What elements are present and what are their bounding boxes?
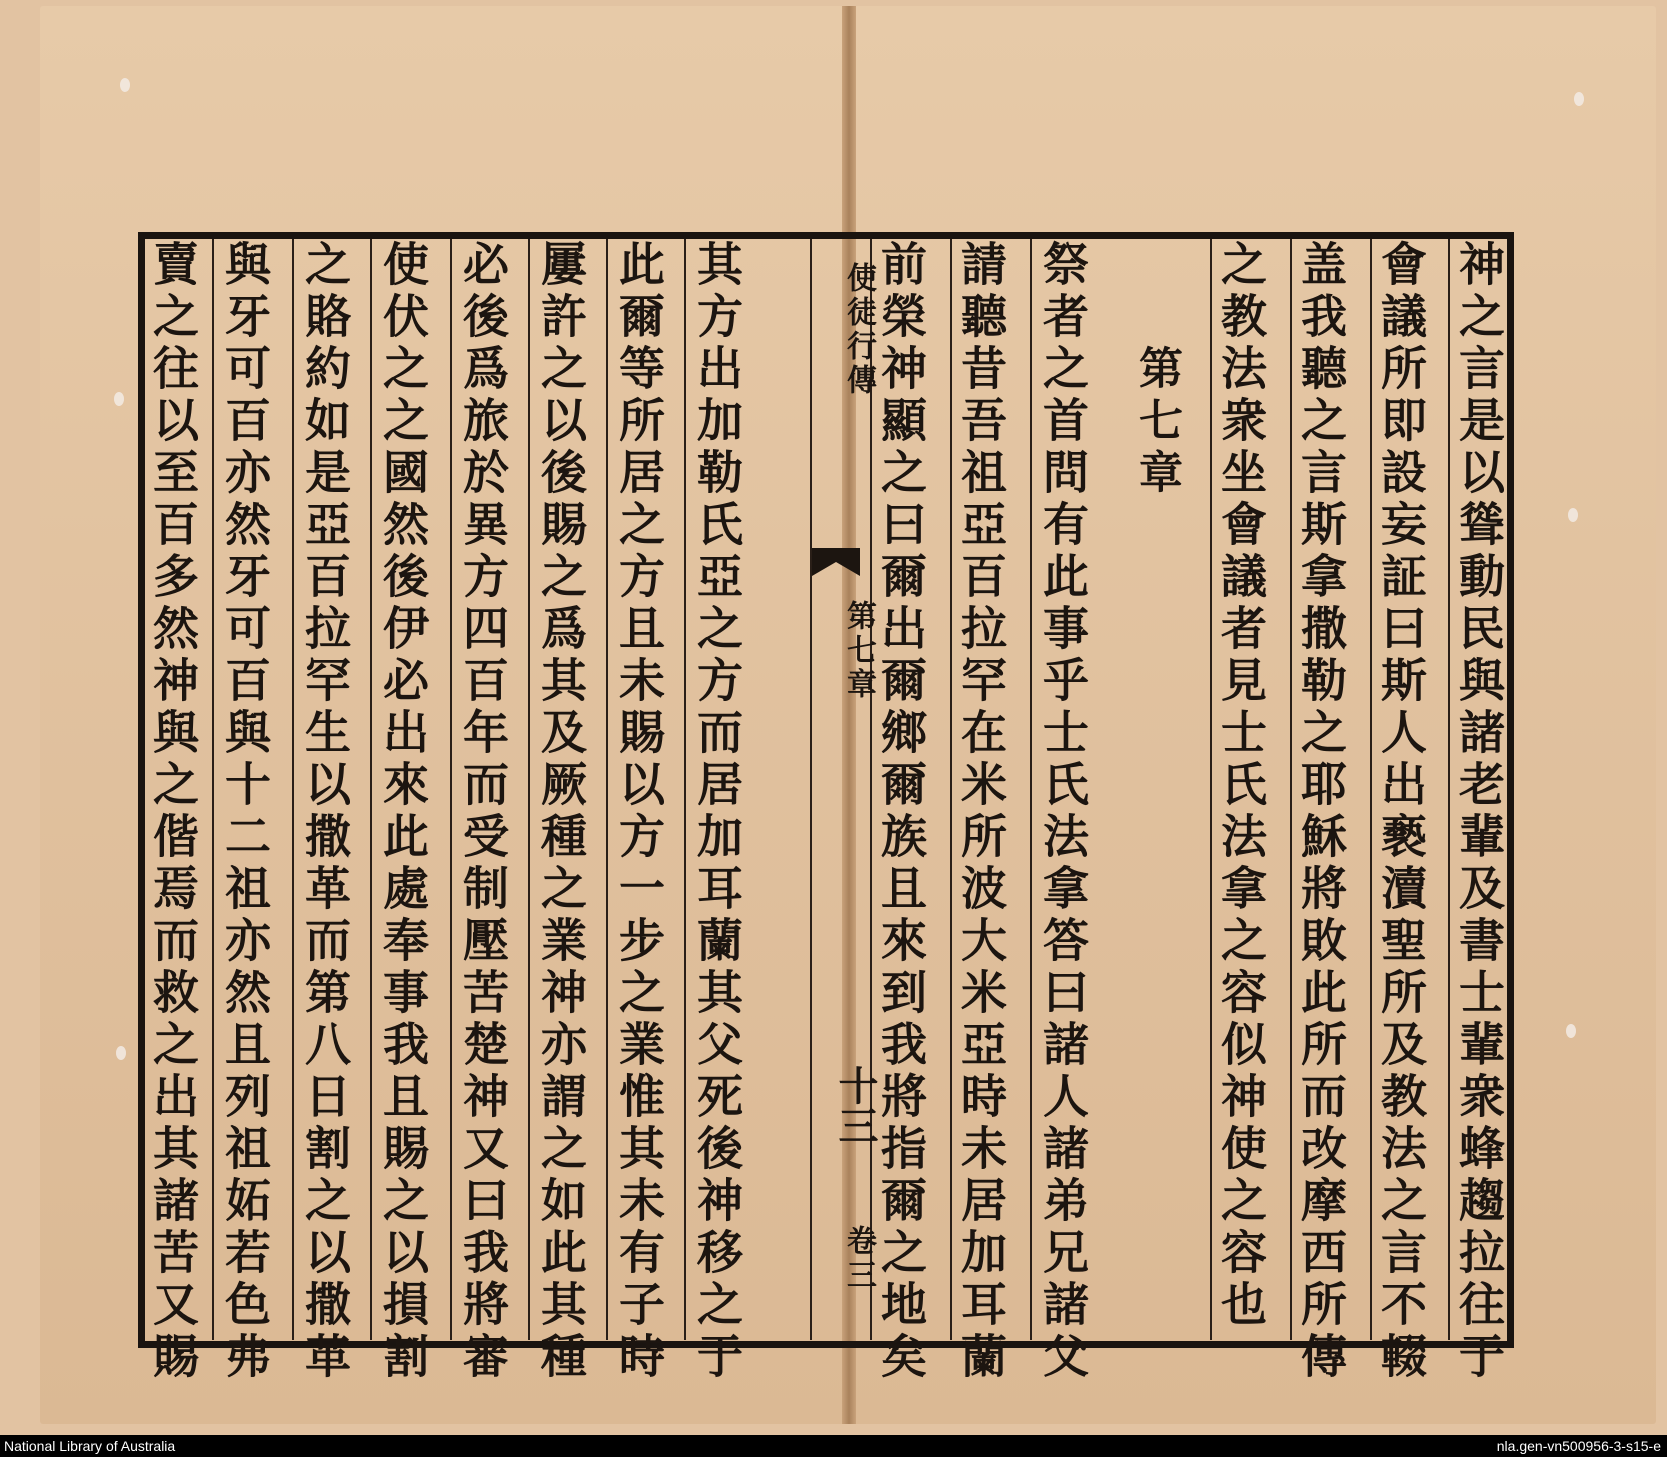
column-rule (1210, 239, 1212, 1340)
binding-hole (1566, 1024, 1576, 1038)
text-column: 必後爲旅於異方四百年而受制壓苦楚神又曰我將審 (456, 240, 510, 1384)
binding-hole (120, 78, 130, 92)
binding-hole (1574, 92, 1584, 106)
image-identifier: nla.gen-vn500956-3-s15-e (1496, 1438, 1661, 1454)
book-title: 使徒行傳 (841, 262, 876, 398)
binding-hole (114, 392, 124, 406)
text-column: 之賂約如是亞百拉罕生以撒革而第八日割之以撒革 (298, 240, 352, 1384)
text-column: 前榮神顯之曰爾出爾鄉爾族且來到我將指爾之地矣 (874, 240, 928, 1384)
text-column: 使伏之之國然後伊必出來此處奉事我且賜之以損割 (376, 240, 430, 1384)
text-column: 賣之往以至百多然神與之偕焉而救之出其諸苦又賜 (146, 240, 200, 1384)
fishtail-mark (812, 548, 860, 576)
text-column: 之教法衆坐會議者見士氏法拿之容似神使之容也 (1214, 240, 1268, 1332)
text-column: 其方出加勒氏亞之方而居加耳蘭其父死後神移之于 (690, 240, 744, 1384)
text-column: 會議所即設妄証曰斯人出褻瀆聖所及教法之言不輟 (1374, 240, 1428, 1384)
column-rule (870, 239, 872, 1340)
footer-bar (0, 1435, 1667, 1457)
text-column: 此爾等所居之方且未賜以方一步之業惟其未有子時 (612, 240, 666, 1384)
column-rule (528, 239, 530, 1340)
column-rule (450, 239, 452, 1340)
chapter-heading: 第七章 (1131, 345, 1182, 501)
column-rule (292, 239, 294, 1340)
text-column: 神之言是以聳動民與諸老輩及書士輩衆蜂趨拉往于 (1452, 240, 1506, 1384)
column-rule (684, 239, 686, 1340)
library-credit: National Library of Australia (4, 1438, 176, 1454)
text-column: 屢許之以後賜之爲其及厥種之業神亦謂之如此其種 (534, 240, 588, 1384)
volume-label: 卷三 (841, 1225, 876, 1293)
text-column: 與牙可百亦然牙可百與十二祖亦然且列祖妬若色弗 (218, 240, 272, 1384)
center-chapter-label: 第七章 (841, 600, 876, 702)
column-rule (1030, 239, 1032, 1340)
column-rule (370, 239, 372, 1340)
text-column: 盖我聽之言斯拿撒勒之耶穌將敗此所而改摩西所傳 (1294, 240, 1348, 1384)
column-rule (950, 239, 952, 1340)
column-rule (606, 239, 608, 1340)
binding-hole (1568, 508, 1578, 522)
column-rule (1448, 239, 1450, 1340)
folio-number: 十三 (832, 1065, 879, 1145)
column-rule (1370, 239, 1372, 1340)
column-rule (1290, 239, 1292, 1340)
column-rule (810, 239, 812, 1340)
binding-hole (116, 1046, 126, 1060)
column-rule (212, 239, 214, 1340)
text-column: 請聽昔吾祖亞百拉罕在米所波大米亞時未居加耳蘭 (954, 240, 1008, 1384)
text-column: 祭者之首問有此事乎士氏法拿答曰諸人諸弟兄諸父 (1036, 240, 1090, 1384)
